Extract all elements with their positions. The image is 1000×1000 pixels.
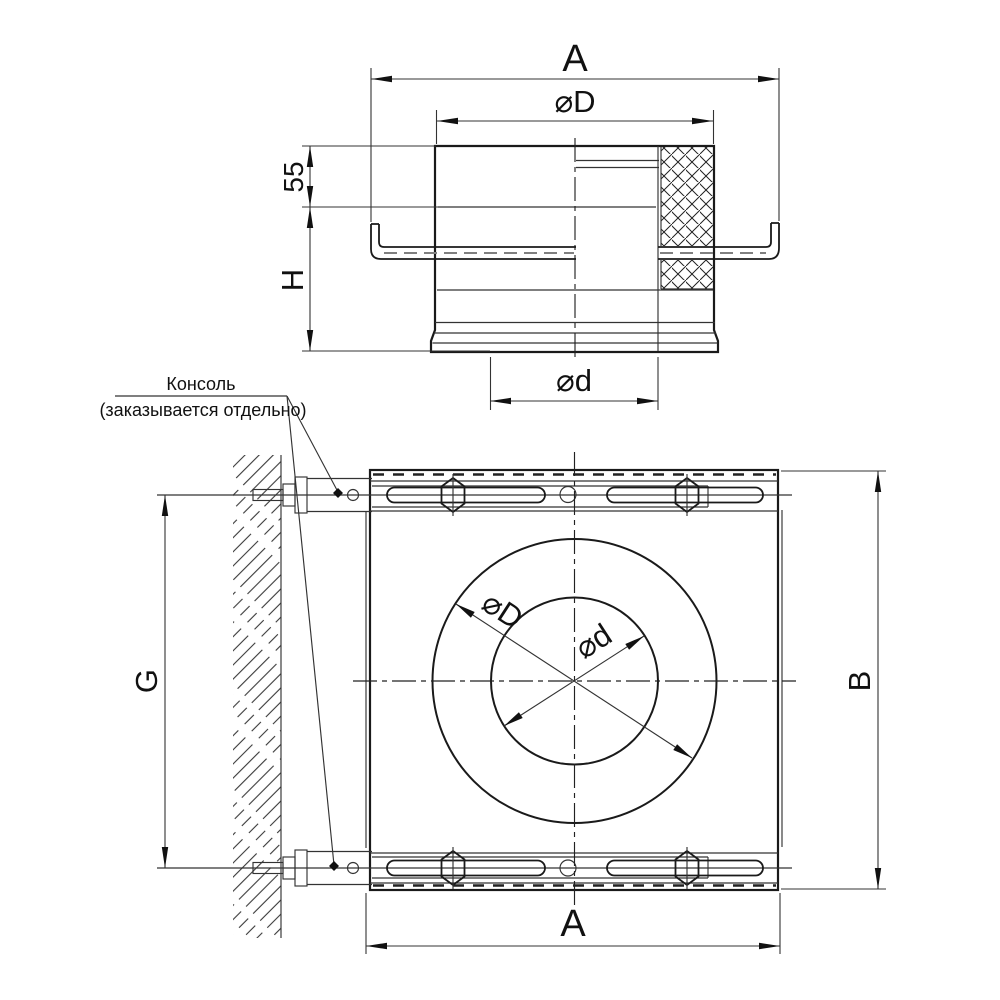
- dimension-g: [129, 495, 168, 868]
- dimension-55-and-h: [275, 146, 490, 351]
- dim-label-hole-inner: ⌀d: [568, 616, 618, 666]
- dim-label-b: B: [842, 670, 877, 692]
- dimension-a-bottom: [366, 893, 780, 954]
- dim-label-g: G: [129, 668, 164, 694]
- dim-label-inner-diameter-top: ⌀d: [556, 363, 592, 398]
- dim-label-hole-outer: ⌀D: [475, 584, 530, 637]
- console-callout: [99, 374, 306, 420]
- dimension-b: [781, 471, 886, 889]
- dimension-inner-diameter-top: [490, 357, 658, 410]
- dim-label-a-top: A: [562, 38, 588, 80]
- console-callout-title: Консоль: [166, 374, 236, 394]
- plate-hole-circles: [353, 452, 796, 912]
- front-view: [99, 374, 886, 954]
- dim-label-outer-diameter-top: ⌀D: [554, 84, 596, 119]
- dim-label-h: H: [275, 268, 310, 292]
- leader-diamond-top: [333, 488, 343, 498]
- console-callout-leaders: [115, 396, 338, 865]
- wall-hatch: [233, 455, 281, 938]
- leader-diamond-bottom: [329, 861, 339, 871]
- console-callout-subtitle: (заказывается отдельно): [99, 400, 307, 420]
- dim-label-55: 55: [278, 161, 309, 193]
- dimension-outer-diameter-top: [437, 84, 714, 144]
- dim-label-a-bottom: A: [560, 903, 586, 945]
- section-view: [275, 38, 779, 410]
- insulation-hatch: [661, 147, 713, 289]
